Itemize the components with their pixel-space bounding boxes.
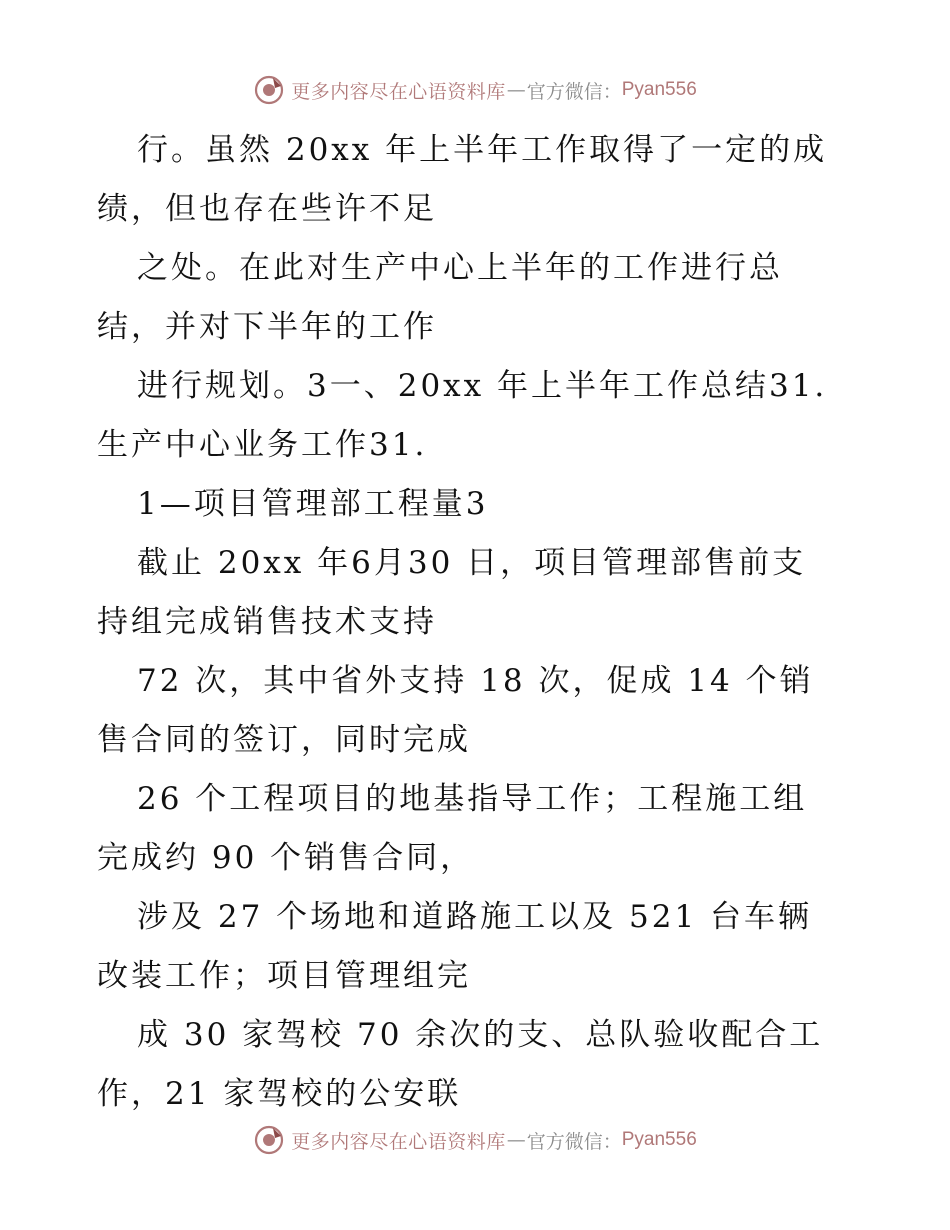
footer-separator: — (506, 1129, 526, 1151)
paragraph-2: 之处。在此对生产中心上半年的工作进行总结，并对下半年的工作 (97, 250, 783, 345)
paragraph-1: 行。虽然 20xx 年上半年工作取得了一定的成绩，但也存在些许不足 (97, 132, 828, 227)
header-contact-id: Pyan556 (621, 79, 697, 100)
paragraph-6: 72 次，其中省外支持 18 次，促成 14 个销售合同的签订，同时完成 (97, 663, 814, 758)
paragraph-3: 进行规划。3一、20xx 年上半年工作总结31.生产中心业务工作31. (97, 368, 828, 463)
document-body (97, 121, 837, 1124)
paragraph-8: 涉及 27 个场地和道路施工以及 521 台车辆改装工作；项目管理组完 (97, 899, 813, 994)
paragraph-5: 截止 20xx 年6月30 日，项目管理部售前支持组完成销售技术支持 (97, 545, 807, 640)
footer-contact-id: Pyan556 (621, 1129, 697, 1150)
paragraph-7: 26 个工程项目的地基指导工作；工程施工组完成约 90 个销售合同， (97, 781, 808, 876)
header-contact-label: 官方微信： (526, 80, 622, 103)
header-banner-text: 更多内容尽在心语资料库 (291, 80, 506, 103)
footer-contact-label: 官方微信： (526, 1130, 622, 1153)
footer-banner (0, 1120, 950, 1160)
footer-banner-text: 更多内容尽在心语资料库 (291, 1130, 506, 1153)
paragraph-9: 成 30 家驾校 70 余次的支、总队验收配合工作，21 家驾校的公安联 (97, 1017, 824, 1112)
pen-seal-icon (253, 74, 285, 106)
paragraph-4: 1—项目管理部工程量3 (137, 486, 489, 522)
header-separator: — (506, 79, 526, 101)
pen-seal-icon (253, 1124, 285, 1156)
header-banner (0, 70, 950, 110)
